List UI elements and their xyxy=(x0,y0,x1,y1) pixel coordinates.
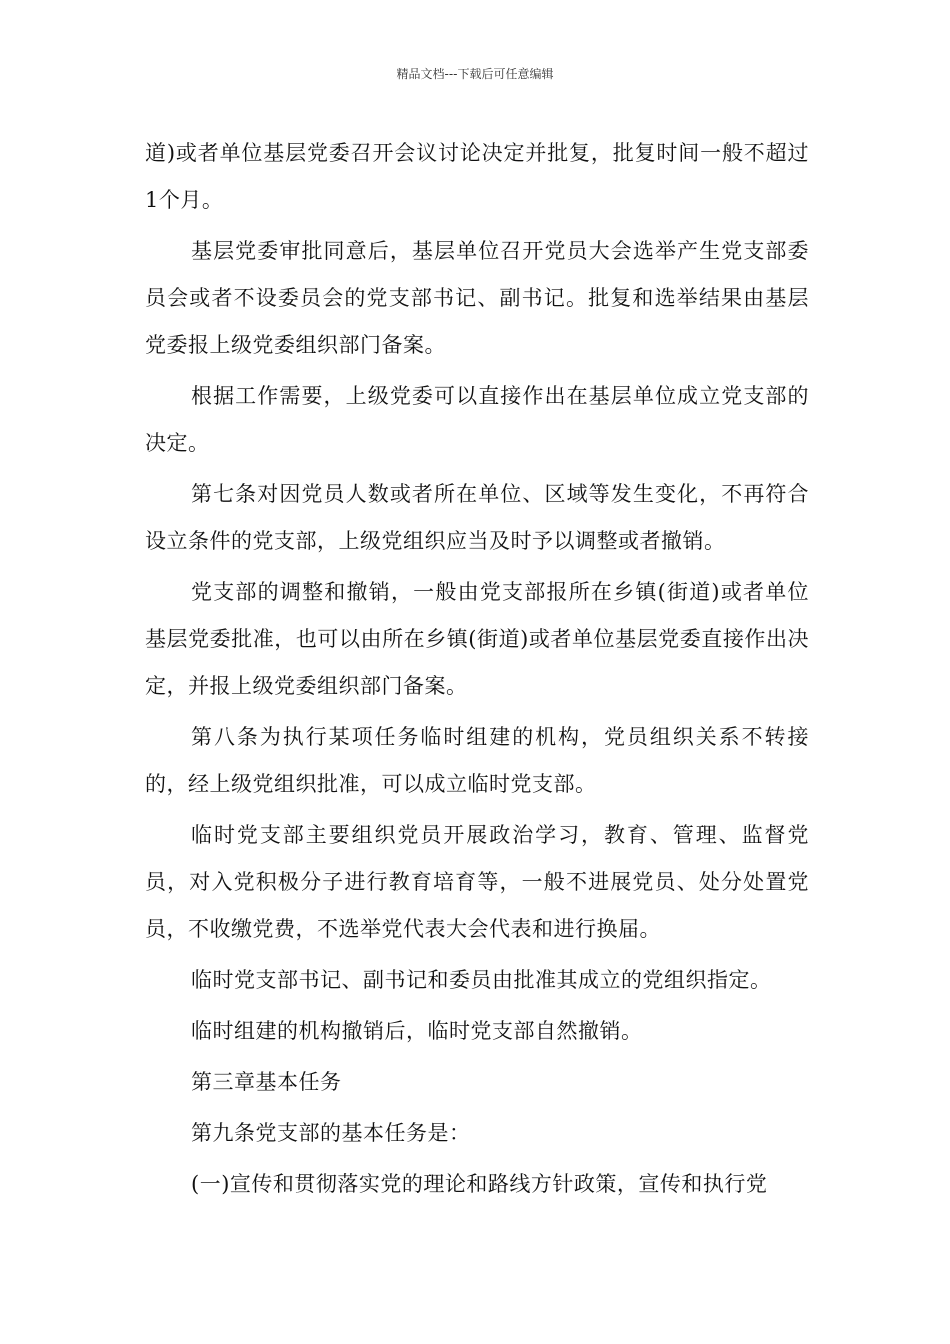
paragraph-8: 临时党支部书记、副书记和委员由批准其成立的党组织指定。 xyxy=(191,968,772,992)
paragraph-2: 基层党委审批同意后，基层单位召开党员大会选举产生党支部委员会或者不设委员会的党支部书记、副书记。批复和选举结果由基层党委报上级党委组织部门备案。 xyxy=(145,239,809,357)
chapter-heading: 第三章基本任务 xyxy=(191,1070,342,1094)
paragraph-7: 临时党支部主要组织党员开展政治学习，教育、管理、监督党员，对入党积极分子进行教育培育等，一般不进展党员、处分处置党员，不收缴党费，不选举党代表大会代表和进行换届。 xyxy=(145,823,809,941)
paragraph-3: 根据工作需要，上级党委可以直接作出在基层单位成立党支部的决定。 xyxy=(145,384,809,455)
paragraph-list-item-1: (一)宣传和贯彻落实党的理论和路线方针政策，宣传和执行党 xyxy=(191,1172,768,1196)
paragraph-article-9: 第九条党支部的基本任务是： xyxy=(191,1121,471,1145)
paragraph-5: 党支部的调整和撤销，一般由党支部报所在乡镇(街道)或者单位基层党委批准，也可以由所在乡镇(街道)或者单位基层党委直接作出决定，并报上级党委组织部门备案。 xyxy=(145,580,809,698)
paragraph-9: 临时组建的机构撤销后，临时党支部自然撤销。 xyxy=(191,1019,643,1043)
document-body xyxy=(145,130,809,1212)
paragraph-article-7: 第七条对因党员人数或者所在单位、区域等发生变化，不再符合设立条件的党支部，上级党组织应当及时予以调整或者撤销。 xyxy=(145,482,809,553)
paragraph-article-8: 第八条为执行某项任务临时组建的机构，党员组织关系不转接的，经上级党组织批准，可以成立临时党支部。 xyxy=(145,725,809,796)
paragraph-1: 道)或者单位基层党委召开会议讨论决定并批复，批复时间一般不超过1个月。 xyxy=(145,141,809,212)
page-header: 精品文档---下载后可任意编辑 xyxy=(396,67,554,81)
